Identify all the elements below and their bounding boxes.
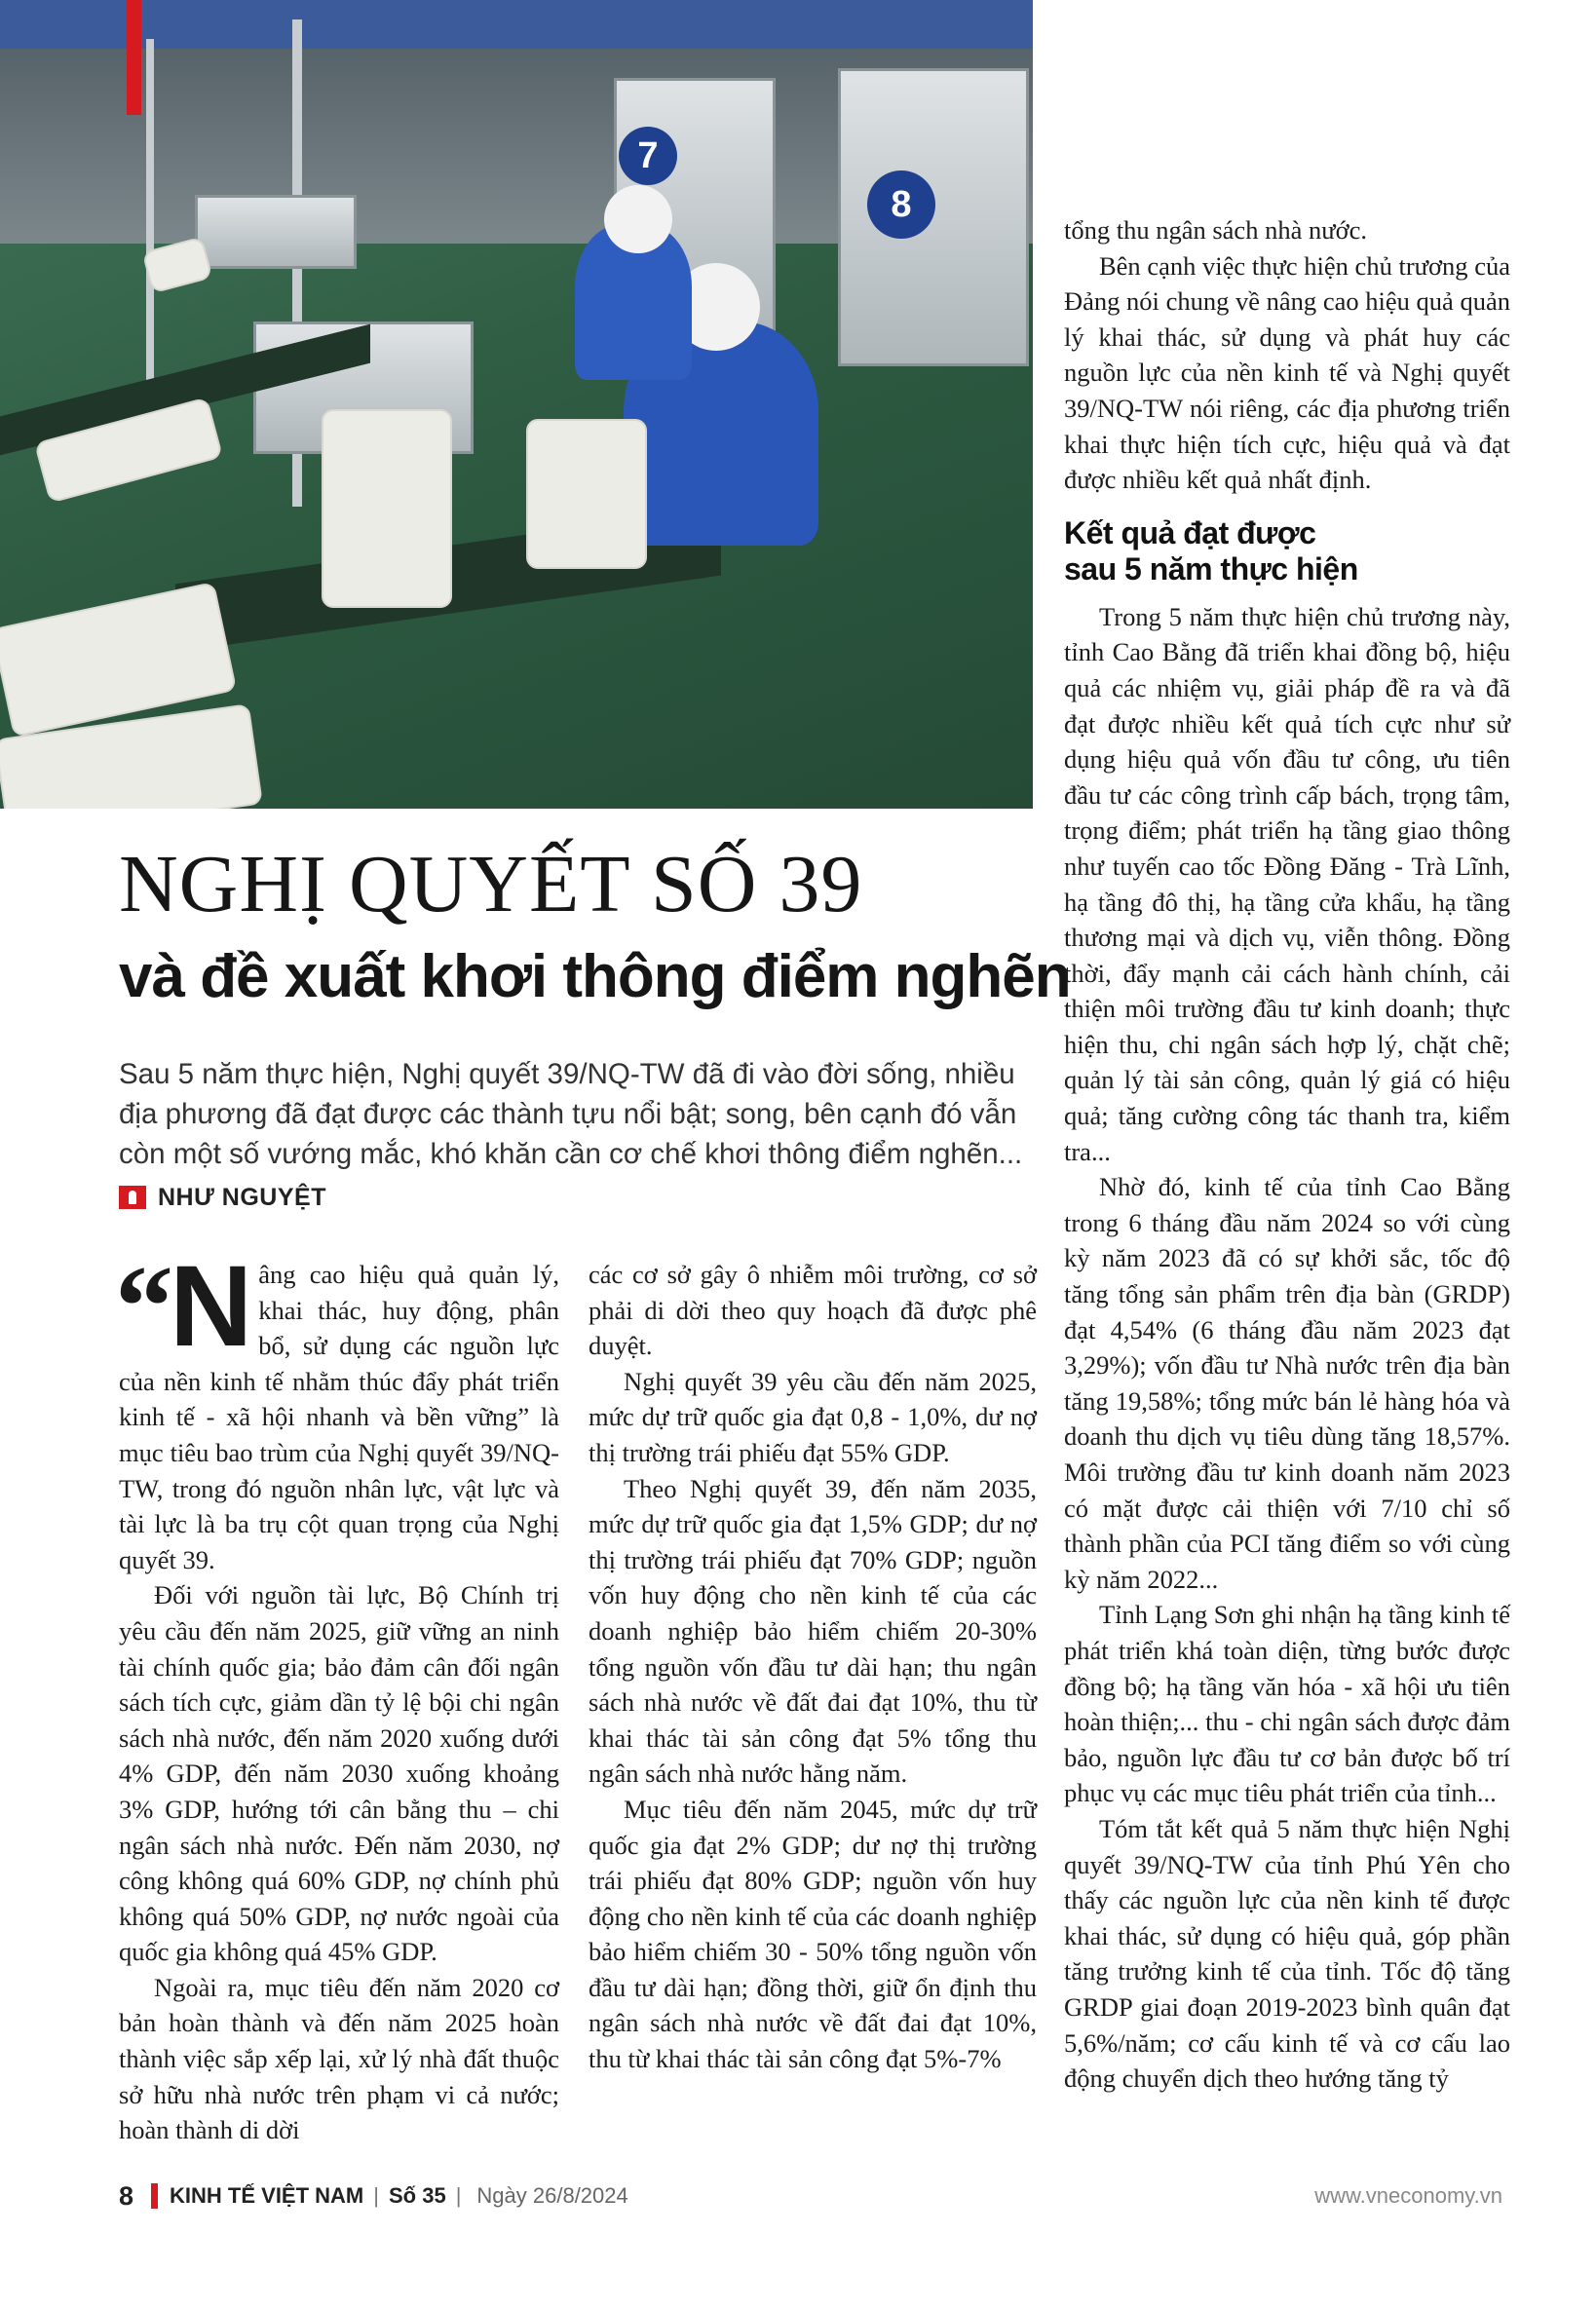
paragraph-text: âng cao hiệu quả quản lý, khai thác, huy động, phân bổ, sử dụng các nguồn lực của nền kinh tế nhằm thúc đẩy phát triển kinh tế - xã hội nhanh và bền vững” là mục tiêu bao trùm của Nghị quyết 39/NQ-TW, trong đó nguồn nhân lực, vật lực và tài lực là ba trụ cột quan trọng của Nghị quyết 39. (119, 1260, 559, 1574)
paragraph: Mục tiêu đến năm 2045, mức dự trữ quốc gia đạt 2% GDP; dư nợ thị trường trái phiếu đạt 80% GDP; nguồn vốn huy động cho nền kinh tế của các doanh nghiệp bảo hiểm chiếm 30 - 50% tổng nguồn vốn đầu tư dài hạn; đồng thời, giữ ổn định thu ngân sách nhà nước về đất đai đạt 10%, thu từ khai thác tài sản công đạt 5%-7% (589, 1794, 1037, 2074)
footer-accent-bar (151, 2183, 158, 2209)
paragraph: Đối với nguồn tài lực, Bộ Chính trị yêu cầu đến năm 2025, giữ vững an ninh tài chính quốc gia; bảo đảm cân đối ngân sách tích cực, giảm dần tỷ lệ bội chi ngân sách nhà nước, đến năm 2020 xuống dưới 4% GDP, đến năm 2030 xuống khoảng 3% GDP, hướng tới cân bằng thu – chi ngân sách nhà nước. Đến năm 2030, nợ công không quá 60% GDP, nợ chính phủ không quá 50% GDP, nợ nước ngoài của quốc gia không quá 45% GDP. (119, 1580, 559, 1967)
subheading (1064, 515, 1510, 587)
headline-line2: và đề xuất khơi thông điểm nghẽn (119, 943, 1071, 1010)
page-footer (119, 2177, 1502, 2215)
quote-mark: “ (115, 1241, 173, 1371)
headline-line1: NGHỊ QUYẾT SỐ 39 (119, 839, 863, 929)
magazine-name: KINH TẾ VIỆT NAM (170, 2183, 364, 2208)
paragraph: Tóm tắt kết quả 5 năm thực hiện Nghị quyết 39/NQ-TW của tỉnh Phú Yên cho thấy các nguồn lực của nền kinh tế được khai thác, sử dụng có hiệu quả, góp phần tăng trưởng kinh tế của tỉnh. Tốc độ tăng GRDP giai đoạn 2019-2023 bình quân đạt 5,6%/năm; cơ cấu kinh tế và cơ cấu lao động chuyển dịch theo hướng tăng tỷ (1064, 1813, 1510, 2094)
drop-cap (115, 1241, 253, 1371)
paragraph: Trong 5 năm thực hiện chủ trương này, tỉnh Cao Bằng đã triển khai đồng bộ, hiệu quả các nhiệm vụ, giải pháp đề ra và đã đạt được nhiều kết quả tích cực như sử dụng hiệu quả vốn đầu tư công, ưu tiên đầu tư các công trình cấp bách, trọng tâm, trọng điểm; phát triển hạ tầng giao thông như tuyến cao tốc Đồng Đăng - Trà Lĩnh, hạ tầng đô thị, hạ tầng cửa khẩu, hạ tầng thương mại và dịch vụ, viễn thông. Đồng thời, đẩy mạnh cải cách hành chính, cải thiện môi trường đầu tư kinh doanh; thực hiện thu, chi ngân sách hợp lý, chặt chẽ; quản lý tài sản công, quản lý giá có hiệu quả; tăng cường công tác thanh tra, kiểm tra... (1064, 601, 1510, 1166)
paragraph: Nghị quyết 39 yêu cầu đến năm 2025, mức dự trữ quốc gia đạt 0,8 - 1,0%, dư nợ thị trường trái phiếu đạt 55% GDP. (589, 1366, 1037, 1467)
drop-cap-letter: N (170, 1242, 253, 1371)
paragraph: Theo Nghị quyết 39, đến năm 2035, mức dự trữ quốc gia đạt 1,5% GDP; dư nợ thị trường trái phiếu đạt 70% GDP; nguồn vốn huy động cho nền kinh tế của các doanh nghiệp bảo hiểm chiếm 20-30% tổng nguồn vốn đầu tư dài hạn; thu ngân sách nhà nước về đất đai đạt 10%, thu từ khai thác tài sản công đạt 5% tổng thu ngân sách nhà nước hằng năm. (589, 1473, 1037, 1789)
paragraph: Tỉnh Lạng Sơn ghi nhận hạ tầng kinh tế phát triển khá toàn diện, từng bước được đồng bộ; hạ tầng văn hóa - xã hội ưu tiên hoàn thiện;... thu - chi ngân sách được đảm bảo, nguồn lực đầu tư cơ bản được bố trí phục vụ các mục tiêu phát triển của tỉnh... (1064, 1600, 1510, 1808)
paragraph: Bên cạnh việc thực hiện chủ trương của Đảng nói chung về nâng cao hiệu quả quản lý khai thác, sử dụng và phát huy các nguồn lực của nền kinh tế và Nghị quyết 39/NQ-TW nói riêng, các địa phương triển khai thực hiện tích cực, hiệu quả và đạt được nhiều kết quả nhất định. (1064, 250, 1510, 495)
paragraph: Nhờ đó, kinh tế của tỉnh Cao Bằng trong 6 tháng đầu năm 2024 so với cùng kỳ năm 2023 đã có sự khởi sắc, tốc độ tăng tổng sản phẩm trên địa bàn (GRDP) đạt 4,54% (6 tháng đầu năm 2023 đạt 3,29%); vốn đầu tư Nhà nước trên địa bàn tăng 19,58%; tổng mức bán lẻ hàng hóa và doanh thu dịch vụ tiêu dùng tăng 18,57%. Môi trường đầu tư kinh doanh năm 2023 có mặt được cải thiện với 7/10 chỉ số thành phần của PCI tăng điểm so với cùng kỳ năm 2022... (1064, 1172, 1510, 1594)
footer-separator: | (373, 2183, 379, 2208)
byline (119, 1183, 326, 1212)
column-1 (115, 1241, 559, 2148)
article-sapo: Sau 5 năm thực hiện, Nghị quyết 39/NQ-TW đã đi vào đời sống, nhiều địa phương đã đạt được các thành tựu nổi bật; song, bên cạnh đó vẫn còn một số vướng mắc, khó khăn cần cơ chế khơi thông điểm nghẽn... (119, 1058, 1023, 1170)
footer-separator: | (455, 2183, 462, 2208)
column-3 (1064, 212, 1510, 2097)
column-2 (589, 1257, 1037, 2077)
article-photo (0, 0, 1033, 809)
author-name: NHƯ NGUYỆT (158, 1183, 326, 1211)
machine-number-7: 7 (619, 127, 677, 185)
website-link[interactable]: www.vneconomy.vn (1314, 2183, 1502, 2208)
paragraph: tổng thu ngân sách nhà nước. (1064, 215, 1367, 245)
issue-date: Ngày 26/8/2024 (476, 2183, 628, 2208)
issue-number: Số 35 (388, 2183, 446, 2208)
subheading-line2: sau 5 năm thực hiện (1064, 550, 1358, 587)
accent-bar (127, 0, 141, 115)
machine-number-8: 8 (867, 170, 935, 239)
paragraph (115, 1241, 559, 1577)
paragraph: các cơ sở gây ô nhiễm môi trường, cơ sở phải di dời theo quy hoạch đã được phê duyệt. (589, 1260, 1037, 1361)
author-pen-icon (119, 1186, 146, 1209)
subheading-line1: Kết quả đạt được (1064, 514, 1316, 550)
page-number: 8 (119, 2180, 134, 2211)
paragraph: Ngoài ra, mục tiêu đến năm 2020 cơ bản hoàn thành và đến năm 2025 hoàn thành việc sắp xếp lại, xử lý nhà đất thuộc sở hữu nhà nước trên phạm vi cả nước; hoàn thành di dời (119, 1972, 559, 2145)
